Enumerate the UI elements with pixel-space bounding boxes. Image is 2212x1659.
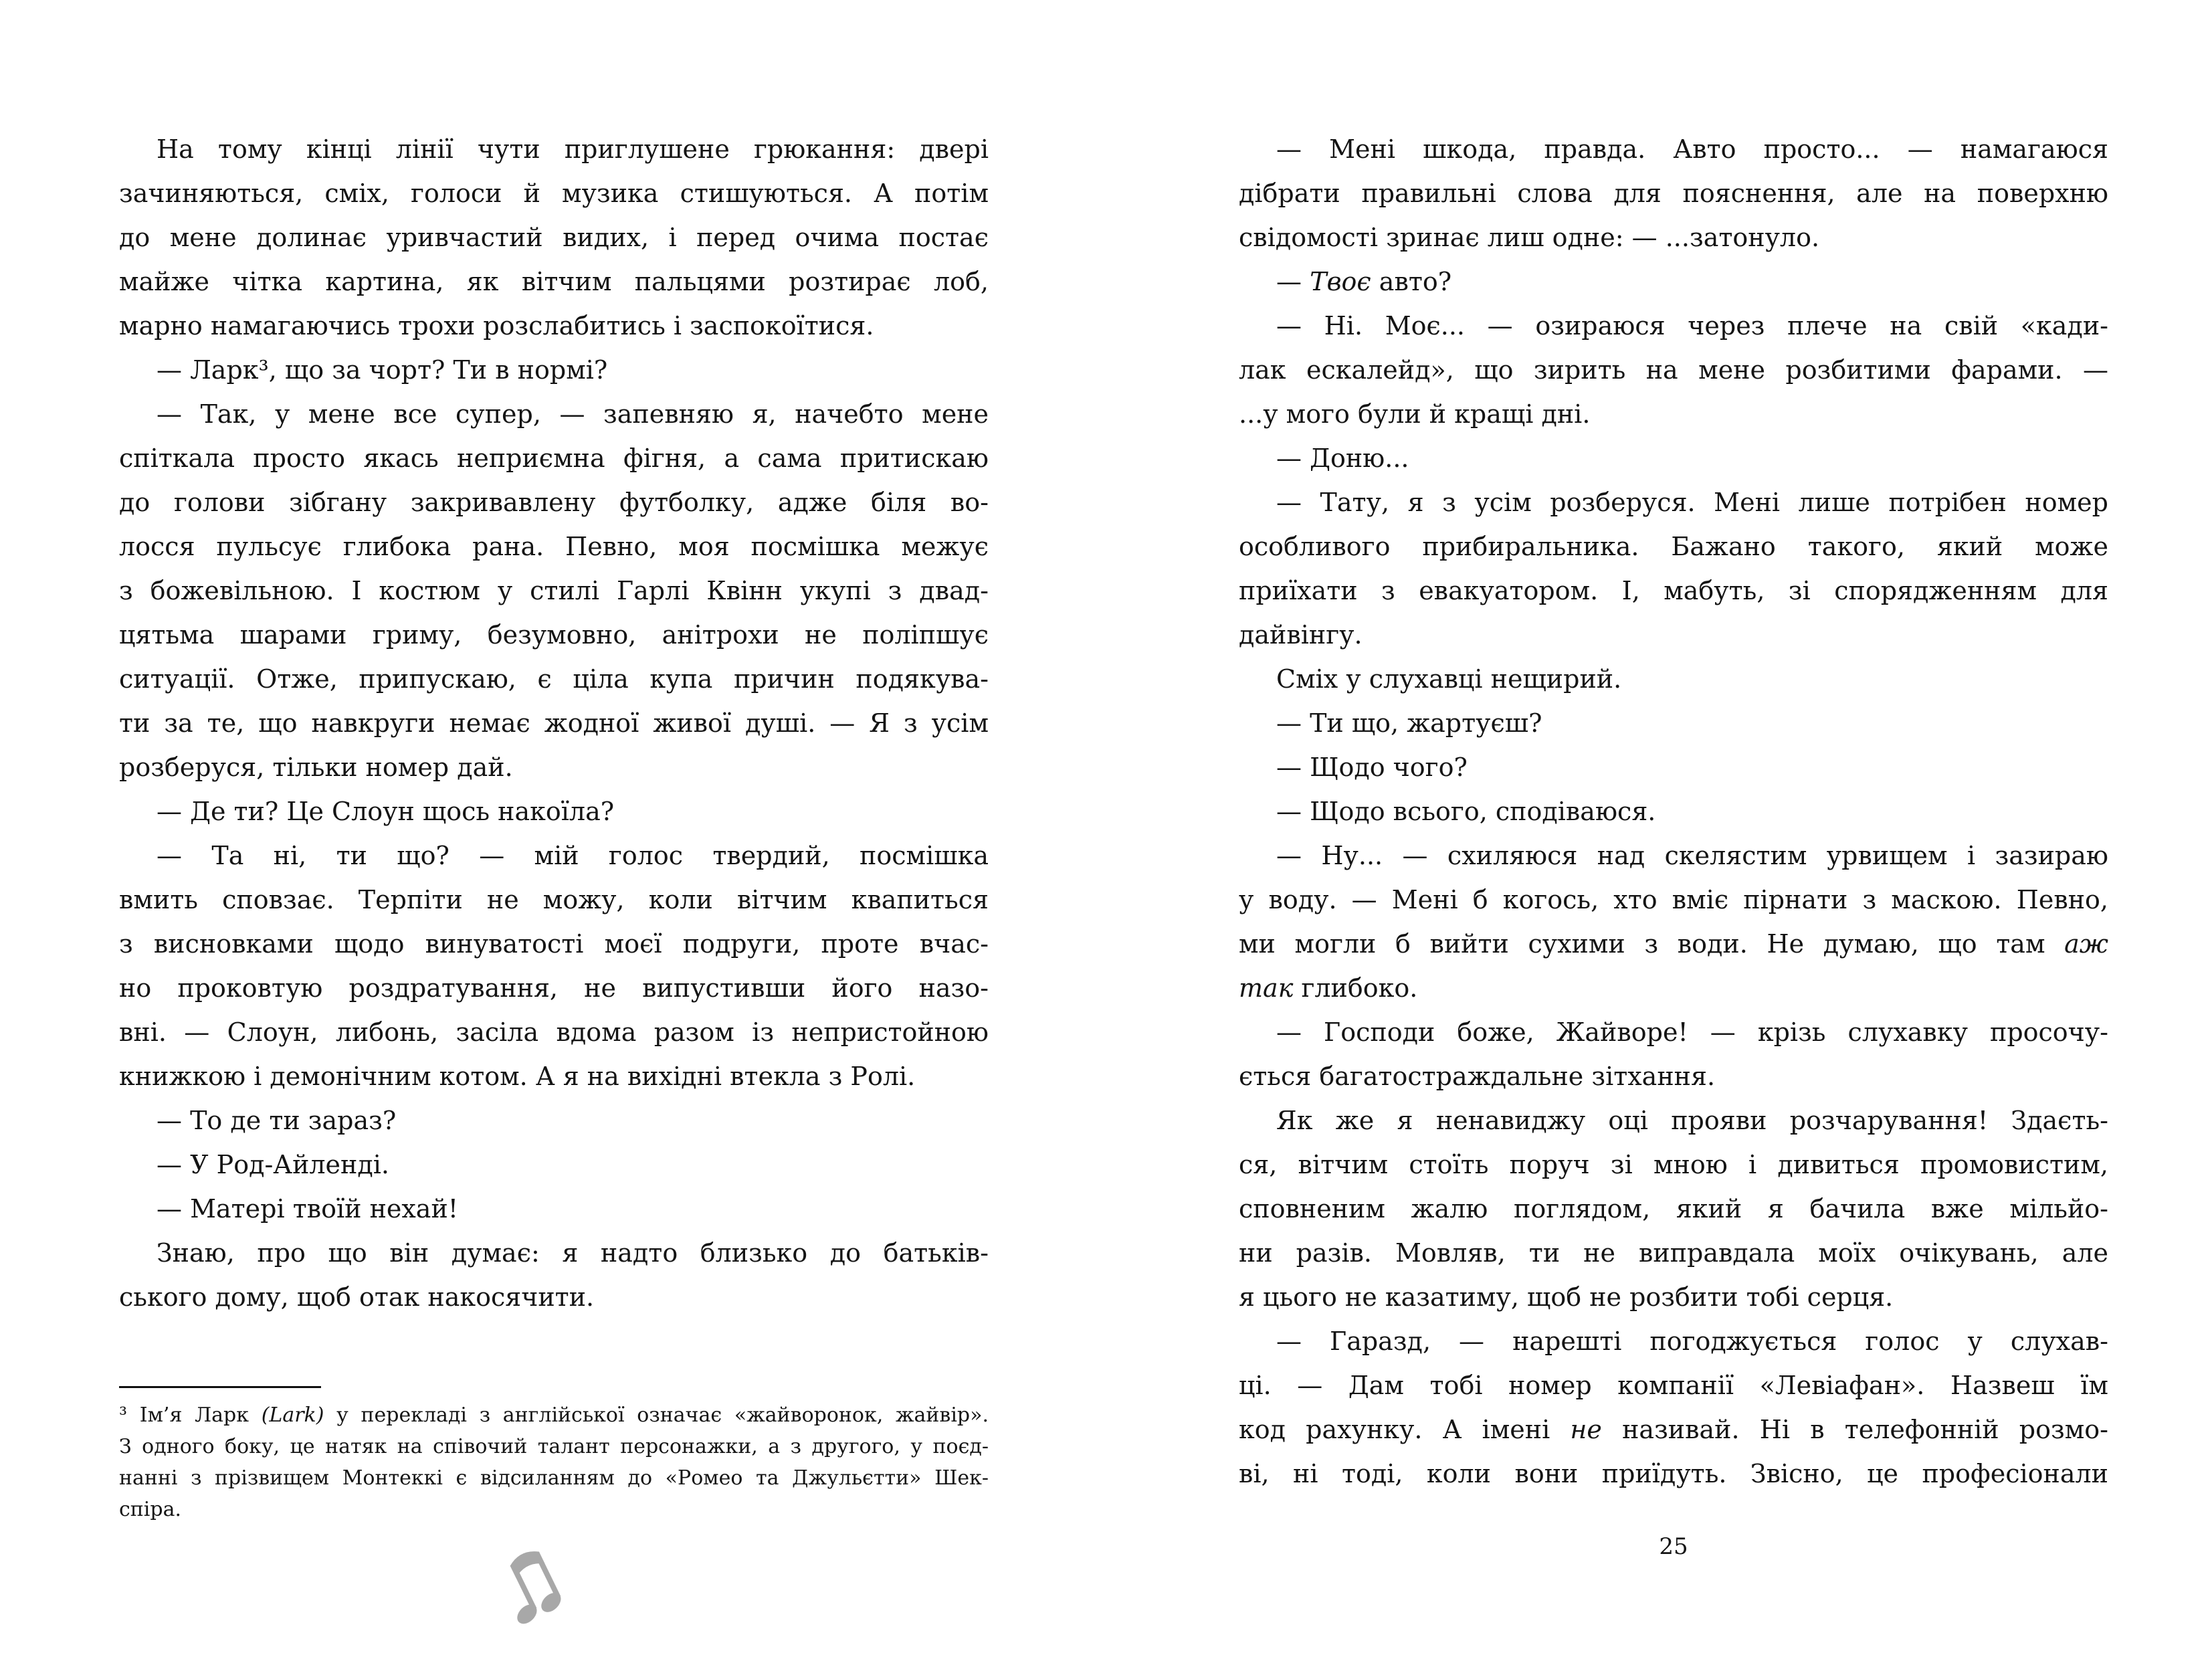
paragraph: [1239, 657, 2108, 701]
text-line: — Ну... — схиляюся над скелястим урвищем і зазираю: [1276, 841, 2108, 870]
footnote-rule: [119, 1386, 321, 1388]
text-line: книжкою і демонічним котом. А я на вихідні втекла з Ролі.: [119, 1062, 916, 1091]
music-note-icon: [498, 1531, 562, 1630]
text-line: — Твоє авто?: [1276, 267, 1452, 296]
text-line: у воду. — Мені б когось, хто вміє пірнати з маскою. Певно,: [1239, 885, 2108, 914]
paragraph: [119, 348, 989, 392]
paragraph: [1239, 834, 2108, 1010]
text-line: я цього не казатиму, щоб не розбити тобі серця.: [1239, 1282, 1894, 1312]
text-line: розберуся, тільки номер дай.: [119, 753, 513, 782]
text-line: — Матері твоїй нехай!: [157, 1194, 459, 1224]
text-line: ці. — Дам тобі номер компанії «Левіафан». Назвеш їм: [1239, 1371, 2108, 1400]
page-number: 25: [1659, 1533, 1688, 1560]
text-line: — Щодо всього, сподіваюся.: [1276, 797, 1656, 826]
text-line: ся, вітчим стоїть поруч зі мною і дивиться промовистим,: [1239, 1150, 2108, 1179]
text-line: з висновками щодо винуватості моєї подруги, проте вчас-: [119, 929, 989, 959]
text-line: вмить сповзає. Терпіти не можу, коли вітчим квапиться: [119, 885, 989, 914]
text-line: код рахунку. А імені не називай. Ні в телефонній розмо-: [1239, 1415, 2108, 1444]
text-line: нанні з прізвищем Монтеккі є відсиланням до «Ромео та Джульєтти» Шек-: [119, 1466, 989, 1490]
text-line: свідомості зринає лиш одне: — ...затонуло.: [1239, 223, 1820, 252]
right-page-text: [1239, 127, 2108, 1496]
text-line: Знаю, про що він думає: я надто близько до батьків-: [157, 1238, 989, 1268]
paragraph: [1239, 436, 2108, 480]
text-line: ється багатостраждальне зітхання.: [1239, 1062, 1716, 1091]
paragraph: [119, 127, 989, 348]
text-line: ві, ні тоді, коли вони приїдуть. Звісно, це професіонали: [1239, 1459, 2108, 1488]
text-line: — У Род-Айленді.: [157, 1150, 389, 1179]
text-line: — Гаразд, — нарешті погоджується голос у слухав-: [1276, 1327, 2108, 1356]
text-line: На тому кінці лінії чути приглушене грюкання: двері: [157, 134, 989, 164]
text-line: дайвінгу.: [1239, 620, 1363, 650]
text-line: вні. — Слоун, либонь, засіла вдома разом із непристойною: [119, 1017, 989, 1047]
paragraph: [119, 1187, 989, 1231]
paragraph: [119, 1143, 989, 1187]
text-line: ...у мого були й кращі дні.: [1239, 399, 1591, 429]
text-line: лак ескалейд», що зирить на мене розбитими фарами. —: [1239, 355, 2108, 385]
text-line: спіткала просто якась неприємна фігня, а сама притискаю: [119, 444, 989, 473]
text-line: спіра.: [119, 1498, 182, 1521]
paragraph: [119, 789, 989, 834]
text-line: до голови зібгану закривавлену футболку, адже біля во-: [119, 488, 989, 517]
text-line: — Доню...: [1276, 444, 1409, 473]
text-line: майже чітка картина, як вітчим пальцями розтирає лоб,: [119, 267, 989, 296]
text-line: так глибоко.: [1239, 973, 1418, 1003]
text-line: сповненим жалю поглядом, який я бачила вже мільйо-: [1239, 1194, 2108, 1224]
text-line: дібрати правильні слова для пояснення, але на поверхню: [1239, 179, 2108, 208]
text-line: — Ти що, жартуєш?: [1276, 708, 1542, 738]
paragraph: [1239, 260, 2108, 304]
paragraph: [1239, 1098, 2108, 1319]
text-line: но проковтую роздратування, не випустивши його назо-: [119, 973, 989, 1003]
text-line: марно намагаючись трохи розслабитись і заспокоїтися.: [119, 311, 874, 340]
left-page-text: [119, 127, 989, 1319]
text-line: — Мені шкода, правда. Авто просто... — намагаюся: [1276, 134, 2108, 164]
text-line: — Ларк³, що за чорт? Ти в нормі?: [157, 355, 608, 385]
paragraph: [119, 834, 989, 1098]
footnote-text: [119, 1399, 989, 1525]
paragraph: [119, 392, 989, 789]
paragraph: [1239, 480, 2108, 657]
text-line: ситуації. Отже, припускаю, є ціла купа причин подякува-: [119, 664, 989, 694]
text-line: — Та ні, ти що? — мій голос твердий, посмішка: [157, 841, 989, 870]
paragraph: [1239, 1319, 2108, 1496]
paragraph: [1239, 127, 2108, 260]
paragraph: [1239, 745, 2108, 789]
text-line: ни разів. Мовляв, ти не виправдала моїх очікувань, але: [1239, 1238, 2108, 1268]
paragraph: [119, 1231, 989, 1319]
text-line: — Ні. Моє... — озираюся через плече на свій «кади-: [1276, 311, 2108, 340]
paragraph: [1239, 1010, 2108, 1098]
text-line: З одного боку, це натяк на співочий талант персонажки, а з другого, у поєд-: [119, 1435, 989, 1458]
text-line: ти за те, що навкруги немає жодної живої душі. — Я з усім: [119, 708, 989, 738]
text-line: зачиняються, сміх, голоси й музика стишуються. А потім: [119, 179, 989, 208]
text-line: лосся пульсує глибока рана. Певно, моя посмішка межує: [119, 532, 989, 561]
paragraph: [119, 1399, 989, 1525]
text-line: ³ Ім’я Ларк (Lark) у перекладі з англійської означає «жайворонок, жайвір».: [119, 1403, 989, 1427]
text-line: ми могли б вийти сухими з води. Не думаю, що там аж: [1239, 929, 2108, 959]
text-line: — Так, у мене все супер, — запевняю я, начебто мене: [157, 399, 989, 429]
text-line: Як же я ненавиджу оці прояви розчарування! Здаєть-: [1276, 1106, 2108, 1135]
text-line: — Щодо чого?: [1276, 753, 1468, 782]
text-line: особливого прибиральника. Бажано такого, який може: [1239, 532, 2108, 561]
paragraph: [1239, 789, 2108, 834]
paragraph: [1239, 304, 2108, 436]
text-line: приїхати з евакуатором. І, мабуть, зі спорядженням для: [1239, 576, 2108, 605]
text-line: Сміх у слухавці нещирий.: [1276, 664, 1622, 694]
text-line: до мене долинає уривчастий видих, і перед очима постає: [119, 223, 989, 252]
text-line: — То де ти зараз?: [157, 1106, 397, 1135]
text-line: цятьма шарами гриму, безумовно, анітрохи не поліпшує: [119, 620, 989, 650]
text-line: ського дому, щоб отак накосячити.: [119, 1282, 595, 1312]
text-line: з божевільною. І костюм у стилі Гарлі Квінн укупі з двад-: [119, 576, 989, 605]
text-line: — Де ти? Це Слоун щось накоїла?: [157, 797, 615, 826]
text-line: — Господи боже, Жайворе! — крізь слухавку просочу-: [1276, 1017, 2108, 1047]
paragraph: [1239, 701, 2108, 745]
paragraph: [119, 1098, 989, 1143]
text-line: — Тату, я з усім розберуся. Мені лише потрібен номер: [1276, 488, 2108, 517]
